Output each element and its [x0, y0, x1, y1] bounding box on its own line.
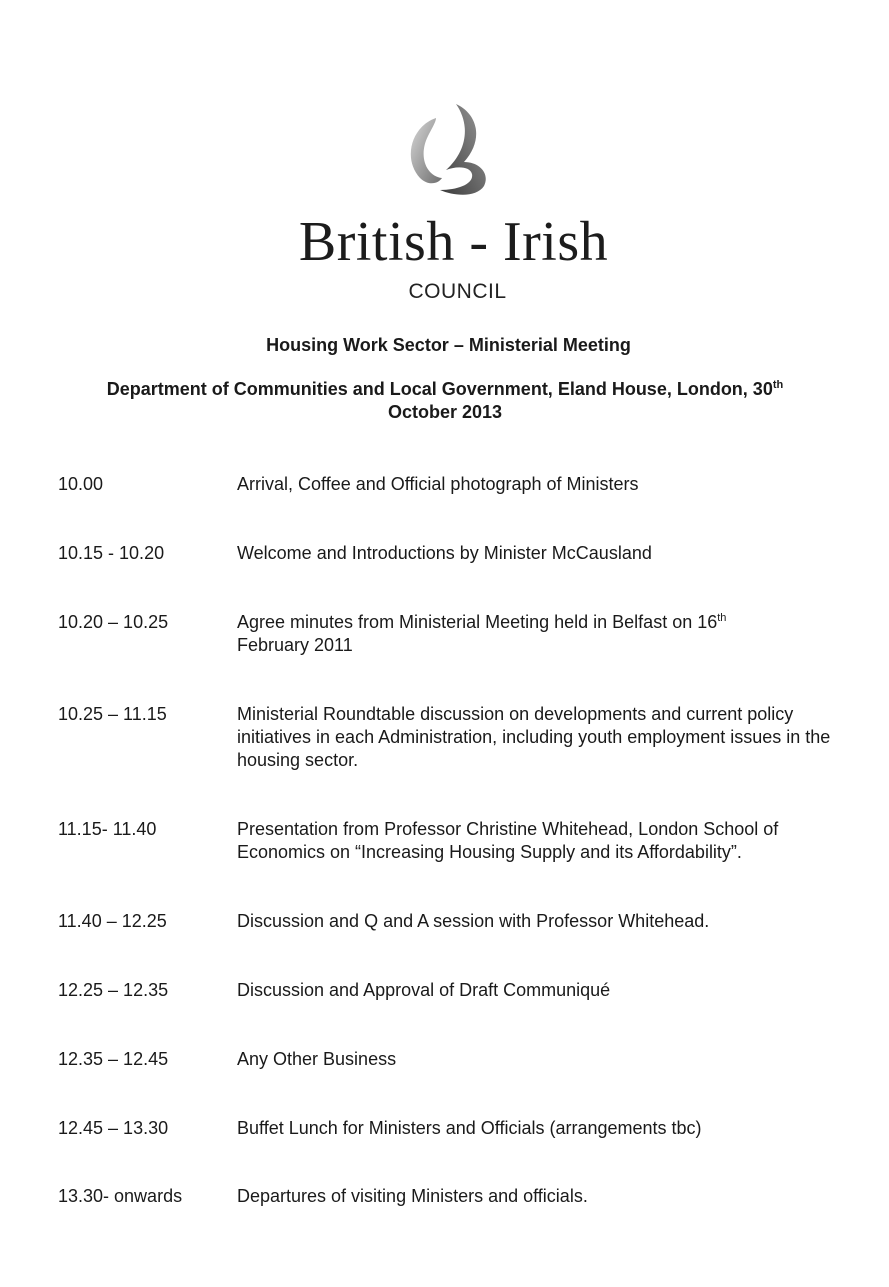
- agenda-item: Discussion and Approval of Draft Communiqué: [237, 980, 611, 1000]
- agenda-time: 11.40 – 12.25: [58, 911, 167, 931]
- agenda-item-ordinal: th: [717, 612, 727, 624]
- agenda-time: 12.25 – 12.35: [58, 980, 169, 1000]
- logo-subtitle: COUNCIL: [408, 280, 507, 303]
- agenda-time: 12.45 – 13.30: [58, 1118, 169, 1138]
- agenda-item: Welcome and Introductions by Minister McCausland: [237, 543, 652, 563]
- agenda-item: [237, 611, 847, 657]
- venue-main: Department of Communities and Local Government, Eland House, London, 30: [106, 379, 773, 399]
- agenda-item: Presentation from Professor Christine Whitehead, London School of Economics on “Increasing Housing Supply and its Affordability”.: [237, 819, 779, 862]
- agenda-item: Any Other Business: [237, 1049, 397, 1069]
- agenda-item: Buffet Lunch for Ministers and Officials (arrangements tbc): [237, 1118, 702, 1138]
- agenda-item: Ministerial Roundtable discussion on developments and current policy initiatives in each Administration, including youth employment issues in the housing sector.: [237, 704, 831, 770]
- agenda-item: Arrival, Coffee and Official photograph of Ministers: [237, 474, 639, 494]
- agenda-item-text-tail: February 2011: [237, 635, 353, 655]
- agenda-time: 10.00: [58, 474, 104, 494]
- agenda-time: 10.20 – 10.25: [58, 612, 169, 632]
- venue-ordinal: th: [772, 379, 784, 391]
- logo-wordmark: British - Irish: [298, 211, 609, 273]
- agenda-time: 10.25 – 11.15: [58, 704, 167, 724]
- agenda-item: Departures of visiting Ministers and officials.: [237, 1186, 588, 1206]
- council-logo-icon: [398, 100, 498, 200]
- agenda-time: 11.15- 11.40: [58, 819, 157, 839]
- document-title: Housing Work Sector – Ministerial Meeting: [266, 335, 631, 355]
- agenda-time: 12.35 – 12.45: [58, 1049, 169, 1069]
- agenda-item-text: Agree minutes from Ministerial Meeting held in Belfast on 16: [237, 612, 718, 632]
- agenda-item: Discussion and Q and A session with Professor Whitehead.: [237, 911, 710, 931]
- agenda-time: 13.30- onwards: [58, 1186, 183, 1206]
- venue-date-tail: October 2013: [387, 402, 503, 422]
- venue-line: [60, 378, 830, 424]
- agenda-time: 10.15 - 10.20: [58, 543, 165, 563]
